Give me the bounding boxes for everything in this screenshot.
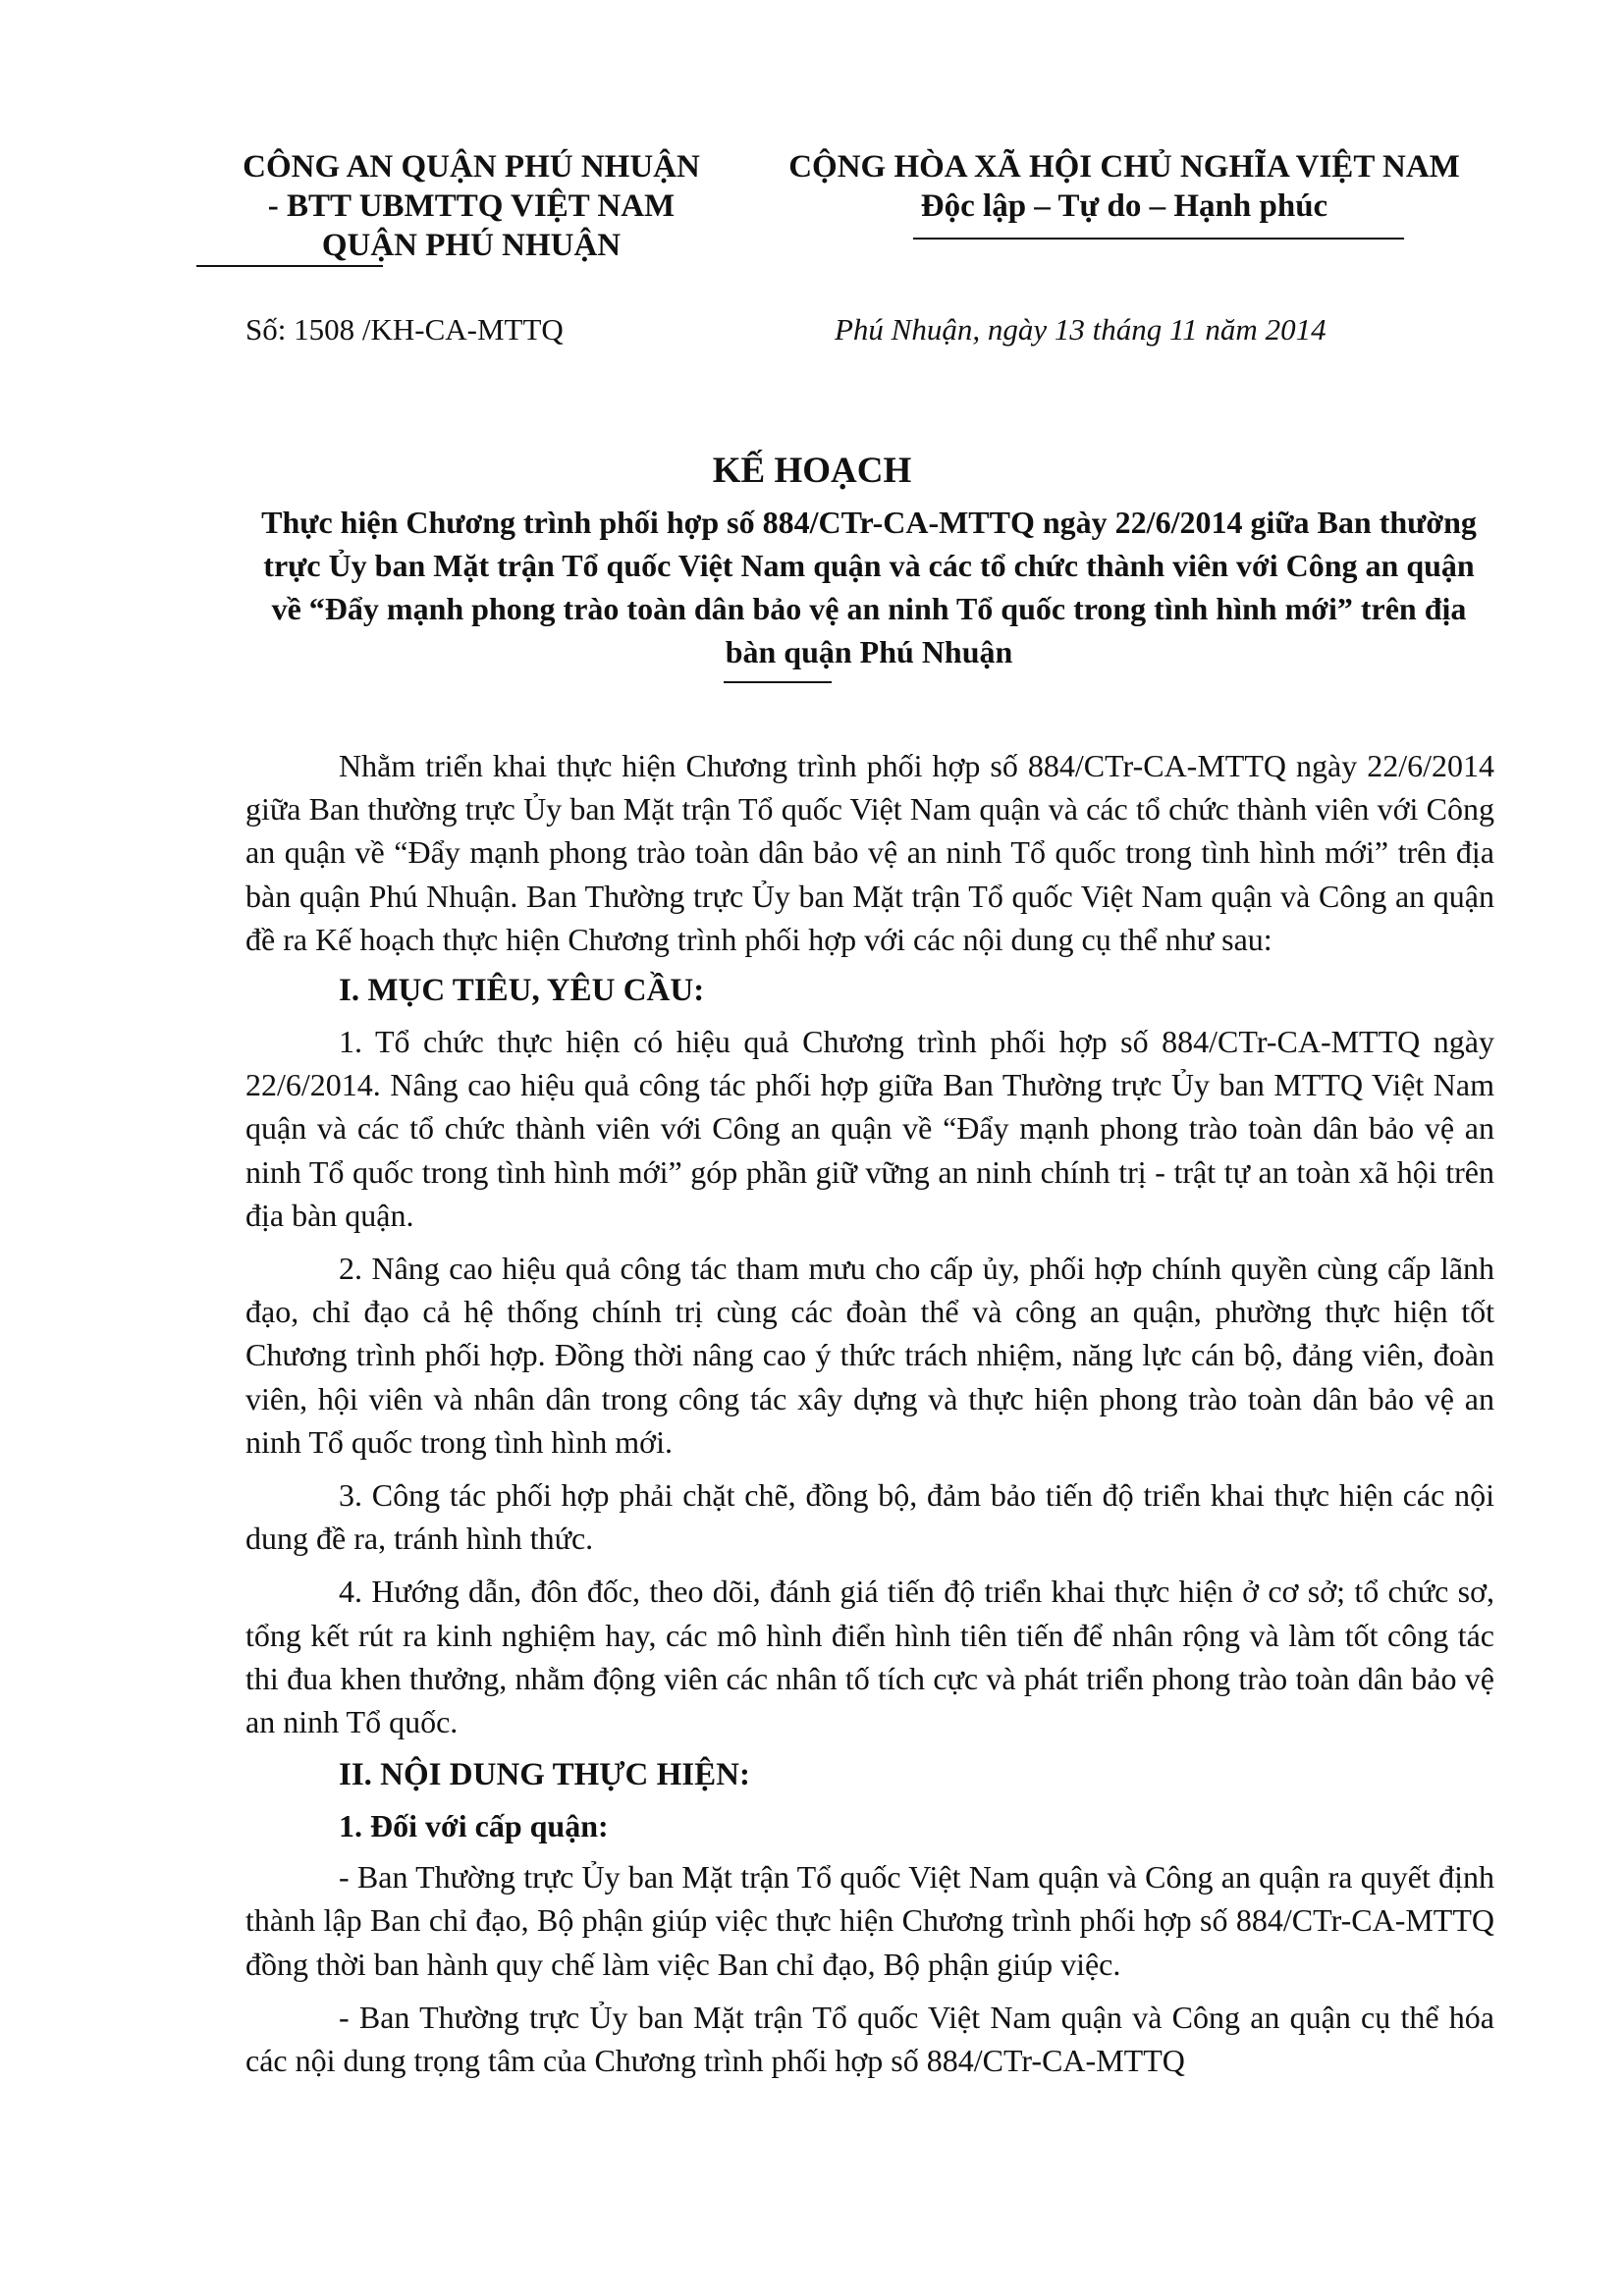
- national-name: CỘNG HÒA XÃ HỘI CHỦ NGHĨA VIỆT NAM: [788, 149, 1460, 185]
- section-paragraph: - Ban Thường trực Ủy ban Mặt trận Tổ quốc Việt Nam quận và Công an quận cụ thể hóa các nội dung trọng tâm của Chương trình phối hợp số 884/CTr-CA-MTTQ: [245, 1999, 1494, 2079]
- document-header: [187, 147, 1512, 294]
- motto-underline: [913, 238, 1404, 240]
- subsection-heading: 1. Đối với cấp quận:: [339, 1808, 609, 1844]
- section-paragraph: 3. Công tác phối hợp phải chặt chẽ, đồng bộ, đảm bảo tiến độ triển khai thực hiện các nội dung đề ra, tránh hình thức.: [245, 1477, 1494, 1557]
- agency-line-3: QUẬN PHÚ NHUẬN: [321, 228, 622, 263]
- document-number: Số: 1508 /KH-CA-MTTQ: [245, 312, 564, 347]
- agency-underline: [196, 265, 383, 267]
- document-title: KẾ HOẠCH: [712, 451, 912, 491]
- subtitle-underline: [724, 681, 832, 683]
- section-heading: II. NỘI DUNG THỰC HIỆN:: [339, 1757, 750, 1793]
- national-heading: [736, 147, 1512, 226]
- section-paragraph: 1. Tổ chức thực hiện có hiệu quả Chương trình phối hợp số 884/CTr-CA-MTTQ ngày 22/6/2014. Nâng cao hiệu quả công tác phối hợp giữa Ban Thường trực Ủy ban MTTQ Việt Nam quận và các tổ chức thành viên với Công an quận về “Đẩy mạnh phong trào toàn dân bảo vệ an ninh Tổ quốc trong tình hình mới” góp phần giữ vững an ninh chính trị - trật tự an toàn xã hội trên địa bàn quận.: [245, 1024, 1494, 1233]
- national-motto: Độc lập – Tự do – Hạnh phúc: [920, 188, 1328, 224]
- document-date: Phú Nhuận, ngày 13 tháng 11 năm 2014: [835, 312, 1326, 347]
- agency-line-2: - BTT UBMTTQ VIỆT NAM: [267, 188, 676, 224]
- section-heading: I. MỤC TIÊU, YÊU CẦU:: [339, 973, 705, 1009]
- intro-paragraph: Nhằm triển khai thực hiện Chương trình phối hợp số 884/CTr-CA-MTTQ ngày 22/6/2014 giữa Ban thường trực Ủy ban Mặt trận Tổ quốc Việt Nam quận và các tổ chức thành viên với Công an quận về “Đẩy mạnh phong trào toàn dân bảo vệ an ninh Tổ quốc trong tình hình mới” trên địa bàn quận Phú Nhuận. Ban Thường trực Ủy ban Mặt trận Tổ quốc Việt Nam quận và Công an quận đề ra Kế hoạch thực hiện Chương trình phối hợp với các nội dung cụ thể như sau:: [245, 748, 1494, 957]
- document-body: [245, 744, 1494, 2092]
- issuing-agency: [187, 147, 756, 265]
- document-subtitle: Thực hiện Chương trình phối hợp số 884/CTr-CA-MTTQ ngày 22/6/2014 giữa Ban thường trực Ủy ban Mặt trận Tổ quốc Việt Nam quận và các tổ chức thành viên với Công an quận về “Đẩy mạnh phong trào toàn dân bảo vệ an ninh Tổ quốc trong tình hình mới” trên địa bàn quận Phú Nhuận: [261, 505, 1477, 669]
- agency-line-1: CÔNG AN QUẬN PHÚ NHUẬN: [243, 149, 700, 185]
- section-paragraph: 2. Nâng cao hiệu quả công tác tham mưu cho cấp ủy, phối hợp chính quyền cùng cấp lãnh đạo, chỉ đạo cả hệ thống chính trị cùng các đoàn thể và công an quận, phường thực hiện tốt Chương trình phối hợp. Đồng thời nâng cao ý thức trách nhiệm, năng lực cán bộ, đảng viên, đoàn viên, hội viên và nhân dân trong công tác xây dựng và thực hiện phong trào toàn dân bảo vệ an ninh Tổ quốc trong tình hình mới.: [245, 1251, 1494, 1460]
- section-paragraph: 4. Hướng dẫn, đôn đốc, theo dõi, đánh giá tiến độ triển khai thực hiện ở cơ sở; tổ chức sơ, tổng kết rút ra kinh nghiệm hay, các mô hình điển hình tiên tiến để nhân rộng và làm tốt công tác thi đua khen thưởng, nhằm động viên các nhân tố tích cực và phát triển phong trào toàn dân bảo vệ an ninh Tổ quốc.: [245, 1574, 1494, 1740]
- section-paragraph: - Ban Thường trực Ủy ban Mặt trận Tổ quốc Việt Nam quận và Công an quận ra quyết định thành lập Ban chỉ đạo, Bộ phận giúp việc thực hiện Chương trình phối hợp số 884/CTr-CA-MTTQ đồng thời ban hành quy chế làm việc Ban chỉ đạo, Bộ phận giúp việc.: [245, 1859, 1494, 1982]
